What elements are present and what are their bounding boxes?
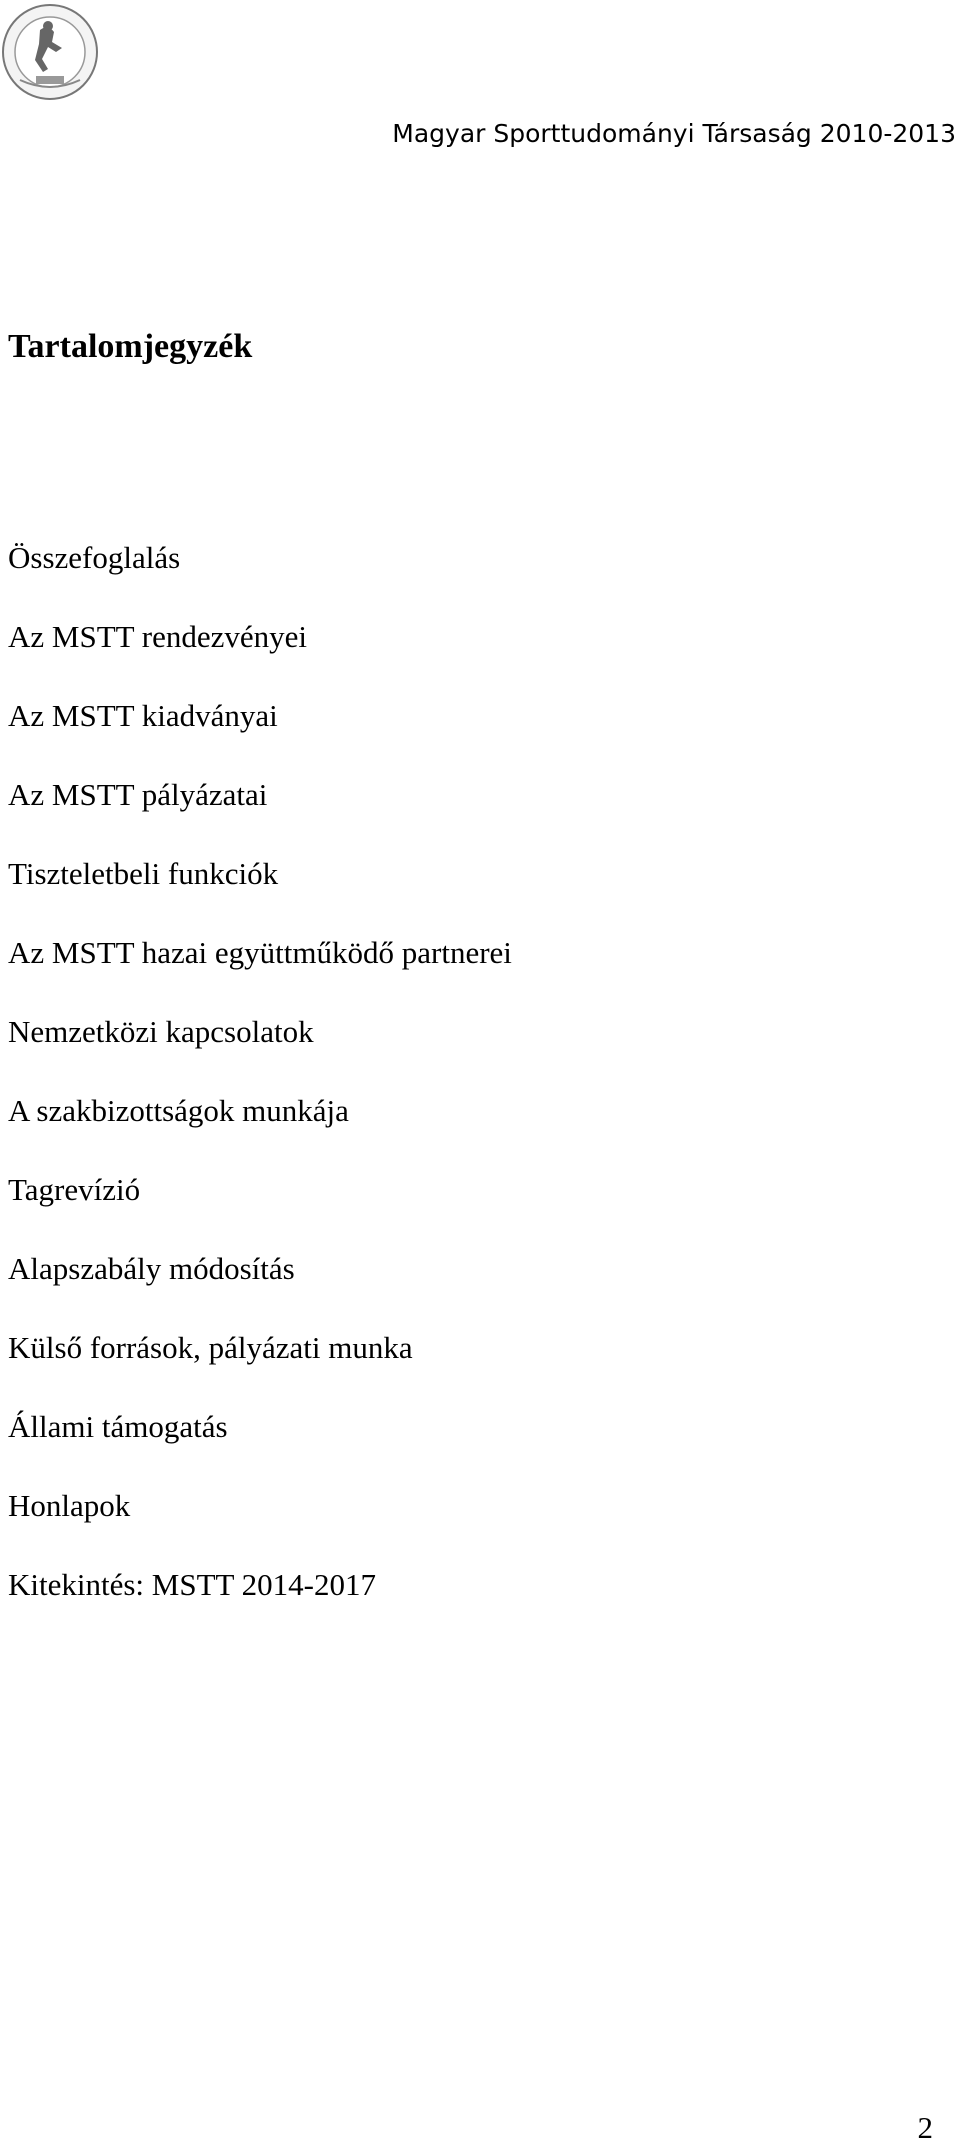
toc-item-tiszteletbeli-funkciok[interactable]: Tiszteletbeli funkciók [8,856,279,891]
toc-item-kiadvanyai[interactable]: Az MSTT kiadványai [8,698,278,733]
toc-item-rendezvenyei[interactable]: Az MSTT rendezvényei [8,619,307,654]
toc-item-kitekintes[interactable]: Kitekintés: MSTT 2014-2017 [8,1567,376,1602]
toc-item-osszefoglalas[interactable]: Összefoglalás [8,540,181,575]
header-title: Magyar Sporttudományi Társaság 2010-2013 [392,119,956,148]
toc-heading: Tartalomjegyzék [8,328,253,365]
toc-item-szakbizottsagok[interactable]: A szakbizottságok munkája [8,1093,349,1128]
toc-item-honlapok[interactable]: Honlapok [8,1488,131,1523]
toc-item-nemzetkozi-kapcsolatok[interactable]: Nemzetközi kapcsolatok [8,1014,314,1049]
toc-item-allami-tamogatas[interactable]: Állami támogatás [8,1409,228,1444]
toc-list [8,534,512,1624]
toc-item-tagrevizio[interactable]: Tagrevízió [8,1172,141,1207]
toc-item-hazai-partnerei[interactable]: Az MSTT hazai együttműködő partnerei [8,935,512,970]
toc-item-palyazatai[interactable]: Az MSTT pályázatai [8,777,268,812]
page-number: 2 [917,2110,933,2145]
toc-item-kulso-forrasok[interactable]: Külső források, pályázati munka [8,1330,413,1365]
toc-item-alapszabaly[interactable]: Alapszabály módosítás [8,1251,295,1286]
society-seal-logo [0,0,110,118]
seal-graphic [0,0,110,118]
